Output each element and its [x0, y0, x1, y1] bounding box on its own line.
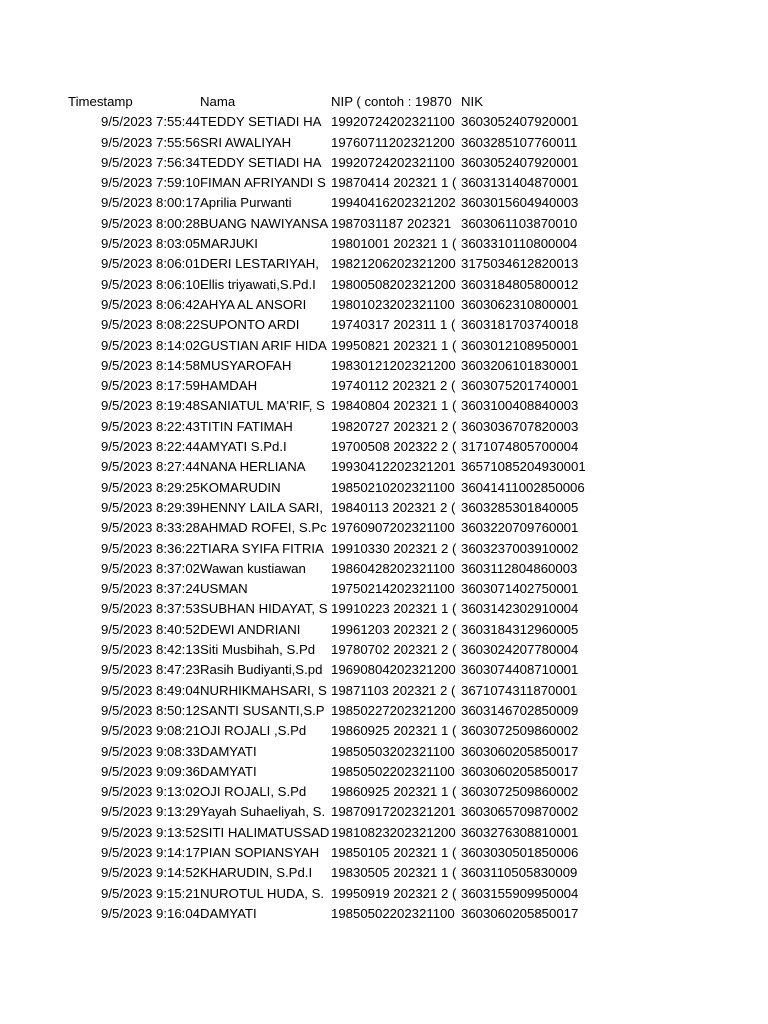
cell-timestamp: 9/5/2023 7:59:10 [101, 175, 200, 191]
cell-nip: 19801023202321100 [331, 296, 455, 312]
cell-timestamp: 9/5/2023 8:37:24 [101, 581, 200, 597]
cell-timestamp: 9/5/2023 8:40:52 [101, 621, 200, 637]
cell-timestamp: 9/5/2023 7:55:56 [101, 134, 200, 150]
header-nip: NIP ( contoh : 19870 [331, 94, 452, 109]
cell-nip: 19910223 202321 1 ( [331, 601, 457, 617]
table-row [68, 254, 601, 274]
cell-nip: 19690804202321200 [331, 662, 456, 678]
table-row [68, 579, 601, 599]
cell-nip: 19860925 202321 1 ( [331, 723, 457, 739]
table-row [68, 214, 601, 234]
cell-nip: 19870917202321201 [331, 804, 456, 820]
spreadsheet-table [68, 92, 601, 924]
cell-nip: 19801001 202321 1 ( [331, 236, 457, 252]
cell-nip: 19820727 202321 2 ( [331, 418, 457, 434]
cell-nip: 19961203 202321 2 ( [331, 621, 457, 637]
cell-nik: 3603146702850009 [461, 702, 579, 718]
table-row [68, 843, 601, 863]
cell-nik: 3603310110800004 [461, 236, 578, 252]
table-row [68, 376, 601, 396]
cell-nama: GUSTIAN ARIF HIDA [200, 337, 327, 353]
cell-timestamp: 9/5/2023 8:37:53 [101, 601, 200, 617]
cell-timestamp: 9/5/2023 9:15:21 [101, 885, 200, 901]
table-row [68, 721, 601, 741]
table-row [68, 884, 601, 904]
cell-nip: 19740112 202321 2 ( [331, 378, 456, 394]
cell-nip: 19830505 202321 1 ( [331, 865, 457, 881]
table-row [68, 275, 601, 295]
table-row [68, 539, 601, 559]
cell-nik: 3175034612820013 [461, 256, 579, 272]
cell-nip: 19850210202321100 [331, 479, 455, 495]
table-row [68, 437, 601, 457]
cell-nik: 3603012108950001 [461, 337, 579, 353]
cell-nik: 3171074805700004 [461, 439, 579, 455]
cell-nik: 36571085204930001 [461, 459, 586, 475]
cell-nip: 19850227202321200 [331, 702, 456, 718]
cell-timestamp: 9/5/2023 8:29:39 [101, 499, 200, 515]
table-row [68, 153, 601, 173]
table-row [68, 701, 601, 721]
cell-timestamp: 9/5/2023 8:06:01 [101, 256, 200, 272]
cell-nik: 3603276308810001 [461, 824, 579, 840]
cell-nik: 3603142302910004 [461, 601, 579, 617]
cell-nama: NURHIKMAHSARI, S [200, 682, 327, 698]
cell-timestamp: 9/5/2023 9:13:52 [101, 824, 200, 840]
cell-timestamp: 9/5/2023 8:22:44 [101, 439, 200, 455]
cell-nik: 3603072509860002 [461, 723, 579, 739]
cell-nama: KOMARUDIN [200, 479, 281, 495]
cell-nama: DAMYATI [200, 905, 257, 921]
cell-timestamp: 9/5/2023 9:14:52 [101, 865, 200, 881]
cell-nik: 3603061103870010 [461, 215, 578, 231]
table-row [68, 173, 601, 193]
cell-nik: 3603131404870001 [461, 175, 579, 191]
table-row [68, 356, 601, 376]
cell-nik: 3603036707820003 [461, 418, 579, 434]
cell-timestamp: 9/5/2023 9:08:33 [101, 743, 200, 759]
cell-nama: DEWI ANDRIANI [200, 621, 301, 637]
cell-nip: 1987031187 202321 [331, 215, 452, 231]
cell-nama: OJI ROJALI, S.Pd [200, 784, 307, 800]
cell-nip: 19760907202321100 [331, 520, 455, 536]
cell-nik: 3603184312960005 [461, 621, 579, 637]
cell-nip: 19840804 202321 1 ( [331, 398, 457, 414]
cell-nik: 3603285107760011 [461, 134, 578, 150]
cell-nama: PIAN SOPIANSYAH [200, 844, 320, 860]
cell-nama: HAMDAH [200, 378, 258, 394]
cell-timestamp: 9/5/2023 8:03:05 [101, 236, 200, 252]
cell-timestamp: 9/5/2023 8:00:17 [101, 195, 200, 211]
cell-nip: 19840113 202321 2 ( [331, 499, 456, 515]
header-timestamp: Timestamp [68, 94, 133, 109]
cell-nama: TIARA SYIFA FITRIA [200, 540, 324, 556]
cell-nama: OJI ROJALI ,S.Pd [200, 723, 307, 739]
cell-nik: 3603181703740018 [461, 317, 579, 333]
table-row [68, 396, 601, 416]
cell-nip: 19850503202321100 [331, 743, 455, 759]
cell-nip: 19870414 202321 1 ( [331, 175, 457, 191]
table-row [68, 457, 601, 477]
cell-timestamp: 9/5/2023 8:47:23 [101, 662, 200, 678]
cell-timestamp: 9/5/2023 8:08:22 [101, 317, 200, 333]
cell-nama: BUANG NAWIYANSA [200, 215, 329, 231]
cell-nik: 3671074311870001 [461, 682, 578, 698]
cell-nip: 19930412202321201 [331, 459, 456, 475]
cell-nama: TITIN FATIMAH [200, 418, 293, 434]
table-row [68, 518, 601, 538]
cell-nik: 3603184805800012 [461, 276, 579, 292]
cell-nik: 3603060205850017 [461, 743, 579, 759]
cell-nik: 3603060205850017 [461, 763, 579, 779]
cell-nama: TEDDY SETIADI HA [200, 114, 322, 130]
table-row [68, 478, 601, 498]
cell-nama: DAMYATI [200, 763, 257, 779]
cell-nik: 3603030501850006 [461, 844, 579, 860]
cell-timestamp: 9/5/2023 8:17:59 [101, 378, 200, 394]
cell-nama: HENNY LAILA SARI, [200, 499, 323, 515]
cell-timestamp: 9/5/2023 8:22:43 [101, 418, 200, 434]
table-row [68, 133, 601, 153]
cell-timestamp: 9/5/2023 9:08:21 [101, 723, 200, 739]
cell-timestamp: 9/5/2023 8:36:22 [101, 540, 200, 556]
cell-nip: 19860925 202321 1 ( [331, 784, 457, 800]
cell-timestamp: 9/5/2023 9:13:02 [101, 784, 200, 800]
cell-nip: 19700508 202322 2 ( [331, 439, 457, 455]
table-row [68, 782, 601, 802]
table-row [68, 599, 601, 619]
cell-nama: MUSYAROFAH [200, 357, 292, 373]
cell-nama: DAMYATI [200, 743, 257, 759]
cell-nik: 3603100408840003 [461, 398, 579, 414]
cell-nik: 3603110505830009 [461, 865, 578, 881]
cell-nik: 3603024207780004 [461, 642, 579, 658]
cell-timestamp: 9/5/2023 9:13:29 [101, 804, 200, 820]
cell-nama: Wawan kustiawan [200, 560, 306, 576]
table-row [68, 234, 601, 254]
cell-nama: Ellis triyawati,S.Pd.I [200, 276, 316, 292]
table-row [68, 681, 601, 701]
cell-nip: 19800508202321200 [331, 276, 456, 292]
cell-nama: AHYA AL ANSORI [200, 296, 307, 312]
cell-nama: SRI AWALIYAH [200, 134, 292, 150]
cell-nip: 19850502202321100 [331, 905, 455, 921]
header-nama: Nama [200, 94, 236, 109]
cell-nama: SANIATUL MA'RIF, S [200, 398, 325, 414]
cell-nik: 3603065709870002 [461, 804, 579, 820]
cell-timestamp: 9/5/2023 7:55:44 [101, 114, 200, 130]
table-row [68, 336, 601, 356]
table-body [68, 112, 601, 924]
cell-timestamp: 9/5/2023 9:09:36 [101, 763, 200, 779]
table-row [68, 417, 601, 437]
table-row [68, 559, 601, 579]
cell-nip: 19940416202321202 [331, 195, 456, 211]
cell-nik: 3603155909950004 [461, 885, 579, 901]
cell-timestamp: 9/5/2023 8:37:02 [101, 560, 200, 576]
cell-timestamp: 9/5/2023 8:14:02 [101, 337, 200, 353]
cell-timestamp: 9/5/2023 8:49:04 [101, 682, 200, 698]
table-row [68, 295, 601, 315]
cell-timestamp: 9/5/2023 8:42:13 [101, 642, 200, 658]
table-row [68, 620, 601, 640]
cell-nip: 19821206202321200 [331, 256, 456, 272]
cell-nik: 3603015604940003 [461, 195, 579, 211]
cell-nik: 3603071402750001 [461, 581, 579, 597]
header-row [68, 92, 601, 112]
cell-nama: NUROTUL HUDA, S. [200, 885, 325, 901]
table-row [68, 660, 601, 680]
cell-nik: 3603062310800001 [461, 296, 579, 312]
cell-nip: 19920724202321100 [331, 154, 455, 170]
cell-nama: FIMAN AFRIYANDI S [200, 175, 326, 191]
cell-nik: 3603075201740001 [461, 378, 579, 394]
cell-nama: DERI LESTARIYAH, [200, 256, 319, 272]
cell-nik: 3603112804860003 [461, 560, 578, 576]
cell-nama: TEDDY SETIADI HA [200, 154, 322, 170]
cell-timestamp: 9/5/2023 7:56:34 [101, 154, 200, 170]
cell-nama: USMAN [200, 581, 248, 597]
cell-timestamp: 9/5/2023 9:14:17 [101, 844, 200, 860]
cell-nip: 19860428202321100 [331, 560, 455, 576]
cell-nip: 19950919 202321 2 ( [331, 885, 457, 901]
cell-nama: Yayah Suhaeliyah, S. [200, 804, 326, 820]
cell-nik: 3603052407920001 [461, 154, 579, 170]
cell-nama: Siti Musbihah, S.Pd [200, 642, 316, 658]
cell-nip: 19920724202321100 [331, 114, 455, 130]
cell-nip: 19780702 202321 2 ( [331, 642, 457, 658]
cell-nama: SITI HALIMATUSSAD [200, 824, 330, 840]
table-row [68, 315, 601, 335]
cell-nip: 19750214202321100 [331, 581, 455, 597]
cell-timestamp: 9/5/2023 8:50:12 [101, 702, 200, 718]
table-row [68, 762, 601, 782]
cell-timestamp: 9/5/2023 8:33:28 [101, 520, 200, 536]
cell-nama: Rasih Budiyanti,S.pd [200, 662, 323, 678]
cell-timestamp: 9/5/2023 8:06:10 [101, 276, 200, 292]
cell-nik: 3603285301840005 [461, 499, 579, 515]
table-row [68, 742, 601, 762]
cell-nama: AMYATI S.Pd.I [200, 439, 287, 455]
table-row [68, 112, 601, 132]
cell-nip: 19740317 202311 1 ( [331, 317, 456, 333]
table-row [68, 904, 601, 924]
table-row [68, 802, 601, 822]
table-row [68, 863, 601, 883]
cell-nik: 36041411002850006 [461, 479, 585, 495]
cell-nik: 3603220709760001 [461, 520, 579, 536]
table-row [68, 193, 601, 213]
cell-timestamp: 9/5/2023 8:14:58 [101, 357, 200, 373]
cell-nama: AHMAD ROFEI, S.Pc [200, 520, 327, 536]
cell-nip: 19871103 202321 2 ( [331, 682, 456, 698]
cell-nama: KHARUDIN, S.Pd.I [200, 865, 313, 881]
cell-timestamp: 9/5/2023 8:27:44 [101, 459, 200, 475]
cell-nip: 19760711202321200 [331, 134, 455, 150]
cell-timestamp: 9/5/2023 8:06:42 [101, 296, 200, 312]
cell-timestamp: 9/5/2023 8:00:28 [101, 215, 200, 231]
cell-nik: 3603237003910002 [461, 540, 579, 556]
table-row [68, 823, 601, 843]
cell-timestamp: 9/5/2023 8:29:25 [101, 479, 200, 495]
cell-nip: 19950821 202321 1 ( [331, 337, 457, 353]
cell-nik: 3603074408710001 [461, 662, 579, 678]
cell-nip: 19830121202321200 [331, 357, 456, 373]
cell-nip: 19810823202321200 [331, 824, 456, 840]
cell-nama: Aprilia Purwanti [200, 195, 292, 211]
cell-nama: NANA HERLIANA [200, 459, 306, 475]
cell-nip: 19910330 202321 2 ( [331, 540, 457, 556]
cell-nik: 3603052407920001 [461, 114, 579, 130]
table-row [68, 498, 601, 518]
cell-nama: SUPONTO ARDI [200, 317, 300, 333]
cell-nama: SANTI SUSANTI,S.P [200, 702, 325, 718]
cell-nama: MARJUKI [200, 236, 258, 252]
cell-nip: 19850502202321100 [331, 763, 455, 779]
cell-timestamp: 9/5/2023 8:19:48 [101, 398, 200, 414]
cell-nip: 19850105 202321 1 ( [331, 844, 457, 860]
cell-nik: 3603072509860002 [461, 784, 579, 800]
cell-timestamp: 9/5/2023 9:16:04 [101, 905, 200, 921]
cell-nik: 3603206101830001 [461, 357, 579, 373]
header-nik: NIK [461, 94, 483, 109]
cell-nama: SUBHAN HIDAYAT, S [200, 601, 328, 617]
cell-nik: 3603060205850017 [461, 905, 579, 921]
table-row [68, 640, 601, 660]
